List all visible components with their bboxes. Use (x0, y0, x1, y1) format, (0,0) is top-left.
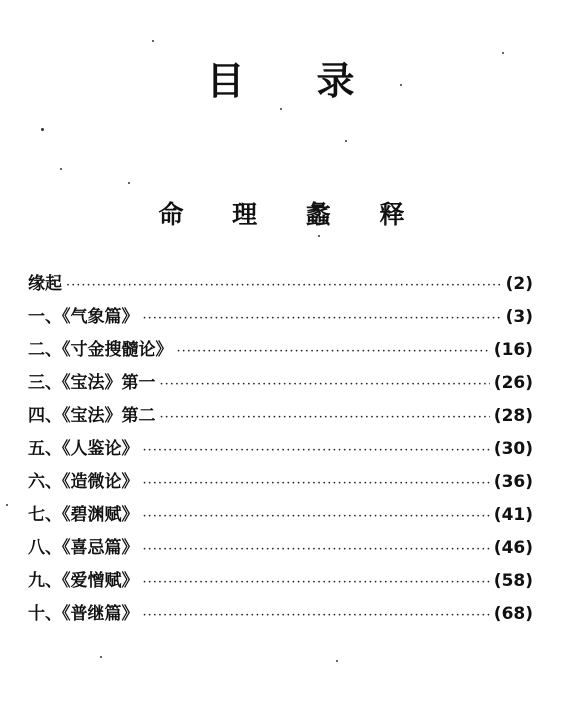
toc-entry[interactable] (28, 368, 533, 401)
toc-entry[interactable] (28, 302, 533, 335)
toc-entry-page: (36) (493, 472, 533, 492)
toc-entry-label: 一、《气象篇》 (28, 307, 139, 327)
toc-entry[interactable] (28, 434, 533, 467)
toc-leader-dots (66, 278, 502, 293)
toc-entry-label: 四、《宝法》第二 (28, 406, 156, 426)
toc-entry-label: 十、《普继篇》 (28, 604, 139, 624)
toc-entry[interactable] (28, 401, 533, 434)
toc-entry-label: 九、《爱憎赋》 (28, 571, 139, 591)
toc-leader-dots (143, 311, 502, 326)
toc-entry-page: (3) (505, 307, 533, 327)
toc-entry-page: (58) (493, 571, 533, 591)
toc-entry-page: (16) (493, 340, 533, 360)
scan-speck (280, 108, 282, 110)
table-of-contents (28, 269, 533, 632)
scan-speck (400, 84, 402, 86)
scan-speck (502, 52, 504, 54)
toc-entry-label: 七、《碧渊赋》 (28, 505, 139, 525)
scan-speck (318, 235, 320, 237)
scan-speck (152, 40, 154, 42)
toc-entry[interactable] (28, 335, 533, 368)
scan-speck (128, 182, 130, 184)
toc-entry-page: (41) (493, 505, 533, 525)
section-heading: 命 理 蠡 释 (158, 200, 425, 229)
toc-entry-label: 五、《人鉴论》 (28, 439, 139, 459)
page-title-char-2: 录 (316, 58, 357, 103)
scan-speck (60, 168, 62, 170)
toc-entry[interactable] (28, 269, 533, 302)
toc-entry-page: (2) (505, 274, 533, 294)
toc-leader-dots (143, 509, 490, 524)
toc-leader-dots (143, 575, 490, 590)
toc-entry-page: (68) (493, 604, 533, 624)
scan-speck (345, 140, 347, 142)
toc-entry[interactable] (28, 500, 533, 533)
scan-speck (41, 128, 44, 131)
toc-entry-label: 六、《造微论》 (28, 472, 139, 492)
toc-leader-dots (143, 608, 490, 623)
scan-speck (6, 504, 8, 506)
toc-entry-page: (30) (493, 439, 533, 459)
toc-entry[interactable] (28, 566, 533, 599)
scan-speck (100, 656, 102, 658)
scan-speck (336, 660, 338, 662)
toc-leader-dots (160, 410, 490, 425)
page-title (0, 50, 563, 105)
toc-entry-page: (26) (493, 373, 533, 393)
toc-entry-page: (46) (493, 538, 533, 558)
toc-entry-page: (28) (493, 406, 533, 426)
toc-entry-label: 三、《宝法》第一 (28, 373, 156, 393)
toc-entry-label: 八、《喜忌篇》 (28, 538, 139, 558)
toc-entry[interactable] (28, 533, 533, 566)
toc-entry[interactable] (28, 467, 533, 500)
toc-leader-dots (143, 542, 490, 557)
toc-leader-dots (143, 443, 490, 458)
page-title-char-1: 目 (206, 58, 247, 103)
toc-entry[interactable] (28, 599, 533, 632)
toc-entry-label: 缘起 (28, 274, 62, 294)
toc-leader-dots (143, 476, 490, 491)
toc-leader-dots (160, 377, 490, 392)
toc-leader-dots (177, 344, 490, 359)
toc-entry-label: 二、《寸金搜髓论》 (28, 340, 173, 360)
